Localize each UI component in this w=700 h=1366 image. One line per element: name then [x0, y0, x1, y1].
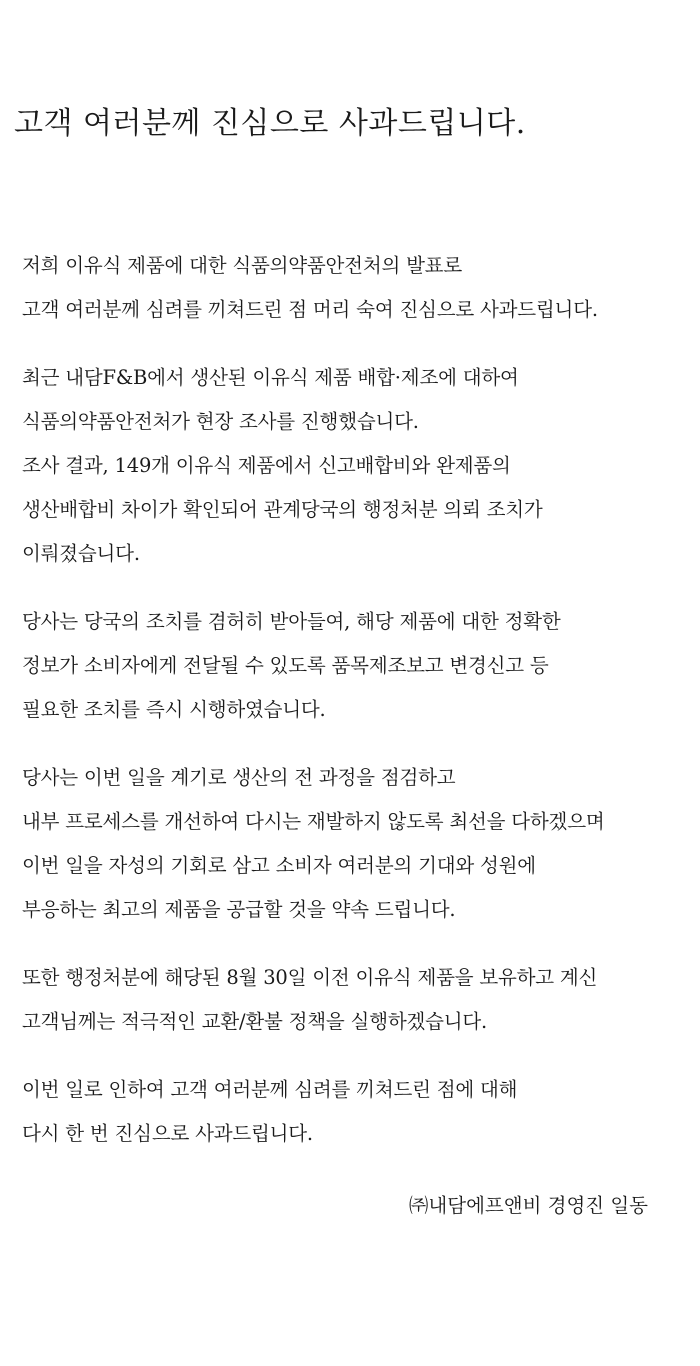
text-line: 생산배합비 차이가 확인되어 관계당국의 행정처분 의뢰 조치가: [22, 498, 543, 521]
text-line: 이번 일을 자성의 기회로 삼고 소비자 여러분의 기대와 성원에: [22, 854, 536, 877]
text-line: 정보가 소비자에게 전달될 수 있도록 품목제조보고 변경신고 등: [22, 654, 549, 677]
text-line: 저희 이유식 제품에 대한 식품의약품안전처의 발표로: [22, 254, 463, 277]
text-line: 필요한 조치를 즉시 시행하였습니다.: [22, 698, 326, 721]
text-line: 식품의약품안전처가 현장 조사를 진행했습니다.: [22, 410, 419, 433]
paragraph-4: [22, 756, 682, 932]
text-line: 최근 내담F&B에서 생산된 이유식 제품 배합·제조에 대하여: [22, 366, 519, 389]
text-line: 당사는 당국의 조치를 겸허히 받아들여, 해당 제품에 대한 정확한: [22, 610, 561, 633]
text-line: 또한 행정처분에 해당된 8월 30일 이전 이유식 제품을 보유하고 계신: [22, 966, 598, 989]
page-title: 고객 여러분께 진심으로 사과드립니다.: [14, 106, 526, 141]
text-line: 조사 결과, 149개 이유식 제품에서 신고배합비와 완제품의: [22, 454, 511, 477]
text-line: 고객님께는 적극적인 교환/환불 정책을 실행하겠습니다.: [22, 1010, 488, 1033]
paragraph-1: [22, 244, 682, 332]
text-line: 이뤄졌습니다.: [22, 542, 140, 565]
paragraph-6: [22, 1068, 682, 1156]
signature: ㈜내담에프앤비 경영진 일동: [408, 1194, 648, 1217]
paragraph-5: [22, 956, 682, 1044]
paragraph-2: [22, 356, 682, 576]
notice-body: [22, 244, 682, 1180]
text-line: 고객 여러분께 심려를 끼쳐드린 점 머리 숙여 진심으로 사과드립니다.: [22, 298, 598, 321]
text-line: 다시 한 번 진심으로 사과드립니다.: [22, 1122, 313, 1145]
text-line: 이번 일로 인하여 고객 여러분께 심려를 끼쳐드린 점에 대해: [22, 1078, 518, 1101]
text-line: 부응하는 최고의 제품을 공급할 것을 약속 드립니다.: [22, 898, 456, 921]
text-line: 당사는 이번 일을 계기로 생산의 전 과정을 점검하고: [22, 766, 456, 789]
text-line: 내부 프로세스를 개선하여 다시는 재발하지 않도록 최선을 다하겠으며: [22, 810, 605, 833]
paragraph-3: [22, 600, 682, 732]
